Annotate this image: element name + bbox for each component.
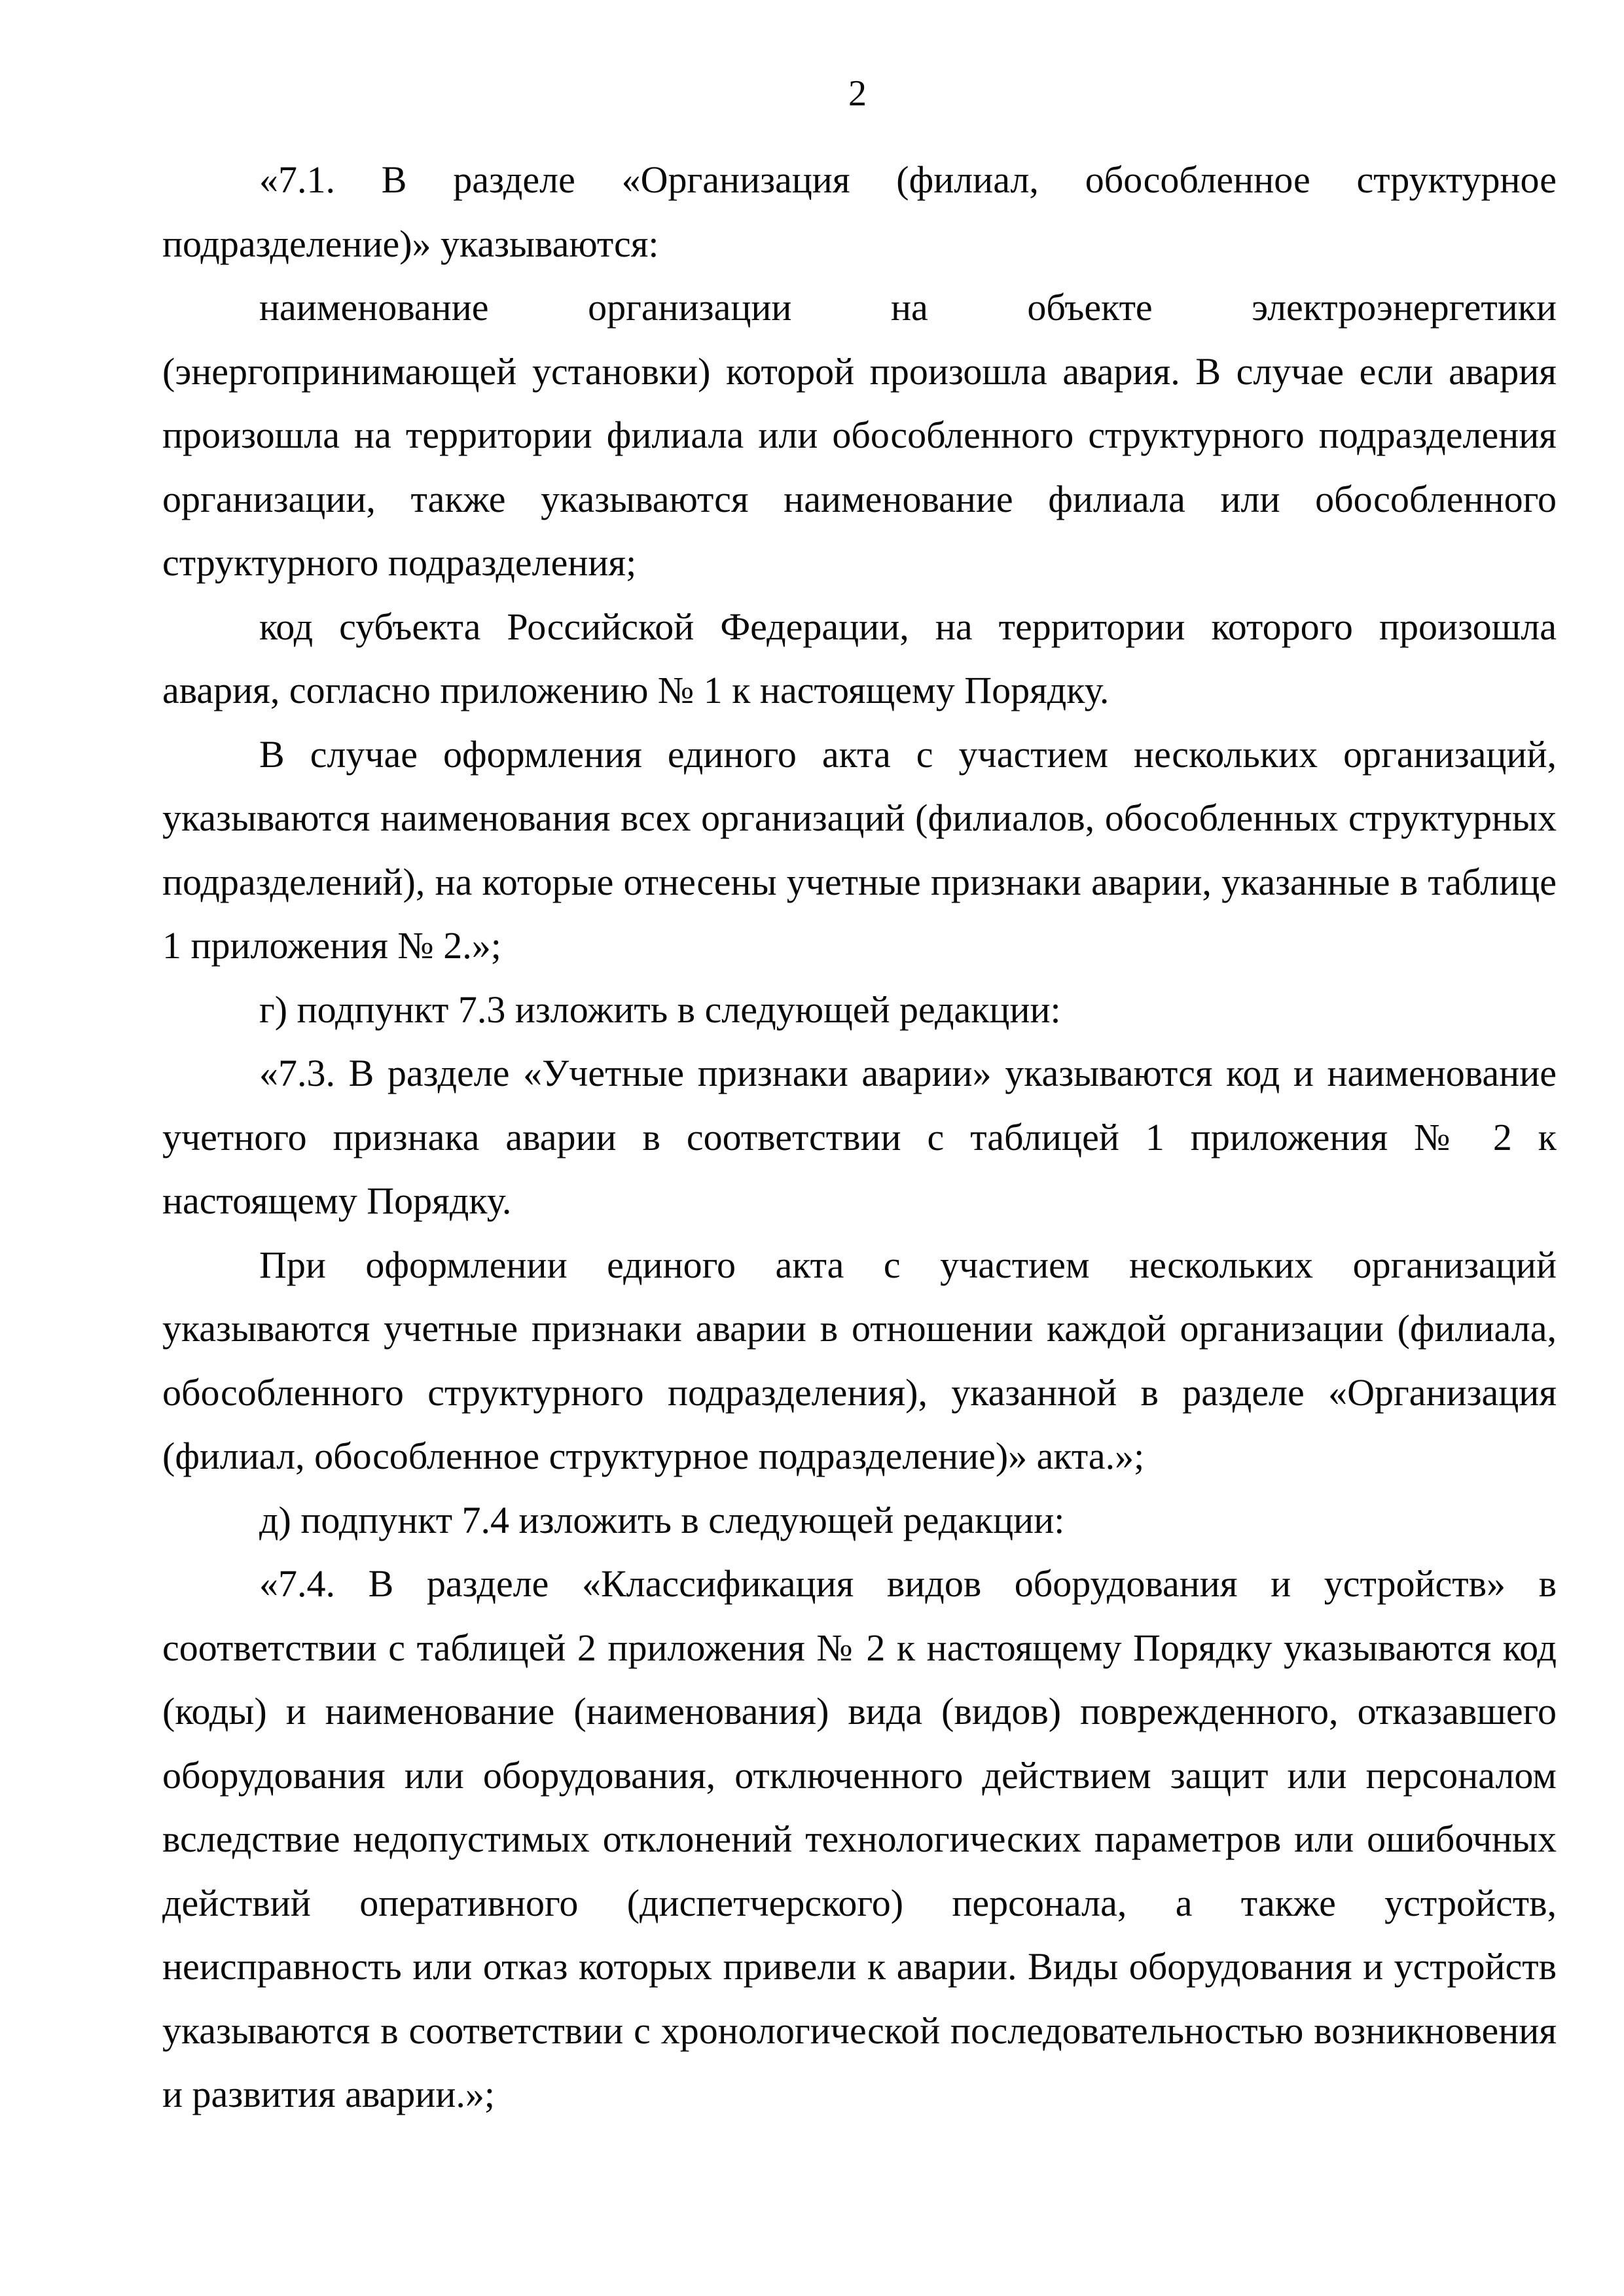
paragraph-single-act-7-3: При оформлении единого акта с участием нескольких организаций указываются учетные признаки аварии в отношении каждой организации (филиала, обособленного структурного подразделения), указанной в разделе «Организация (филиал, обособленное структурное подразделение)» акта.»;	[162, 1243, 1557, 1477]
paragraph-subclause-d: д) подпункт 7.4 изложить в следующей редакции:	[259, 1498, 1065, 1541]
document-body	[162, 148, 1557, 2126]
paragraph-7-1-heading: «7.1. В разделе «Организация (филиал, обособленное структурное подразделение)» указываются:	[162, 158, 1557, 265]
paragraph-organization-name: наименование организации на объекте электроэнергетики (энергопринимающей установки) которой произошла авария. В случае если авария произошла на территории филиала или обособленного структурного подразделения организации, также указываются наименование филиала или обособленного структурного подразделения;	[162, 286, 1557, 584]
paragraph-single-act: В случае оформления единого акта с участием нескольких организаций, указываются наименования всех организаций (филиалов, обособленных структурных подразделений), на которые отнесены учетные признаки аварии, указанные в таблице 1 приложения № 2.»;	[162, 732, 1557, 967]
page-number: 2	[848, 73, 867, 114]
paragraph-7-4: «7.4. В разделе «Классификация видов оборудования и устройств» в соответствии с таблицей 2 приложения № 2 к настоящему Порядку указываются код (коды) и наименование (наименования) вида (видов) поврежденного, отказавшего оборудования или оборудования, отключенного действием защит или персоналом вследствие недопустимых отклонений технологических параметров или ошибочных действий оперативного (диспетчерского) персонала, а также устройств, неисправность или отказ которых привели к аварии. Виды оборудования и устройств указываются в соответствии с хронологической последовательностью возникновения и развития аварии.»;	[162, 1562, 1557, 2115]
paragraph-region-code: код субъекта Российской Федерации, на территории которого произошла авария, согласно приложению № 1 к настоящему Порядку.	[162, 605, 1557, 711]
paragraph-7-3: «7.3. В разделе «Учетные признаки аварии» указываются код и наименование учетного признака аварии в соответствии с таблицей 1 приложения № 2 к настоящему Порядку.	[162, 1052, 1557, 1222]
paragraph-subclause-g: г) подпункт 7.3 изложить в следующей редакции:	[259, 988, 1061, 1031]
